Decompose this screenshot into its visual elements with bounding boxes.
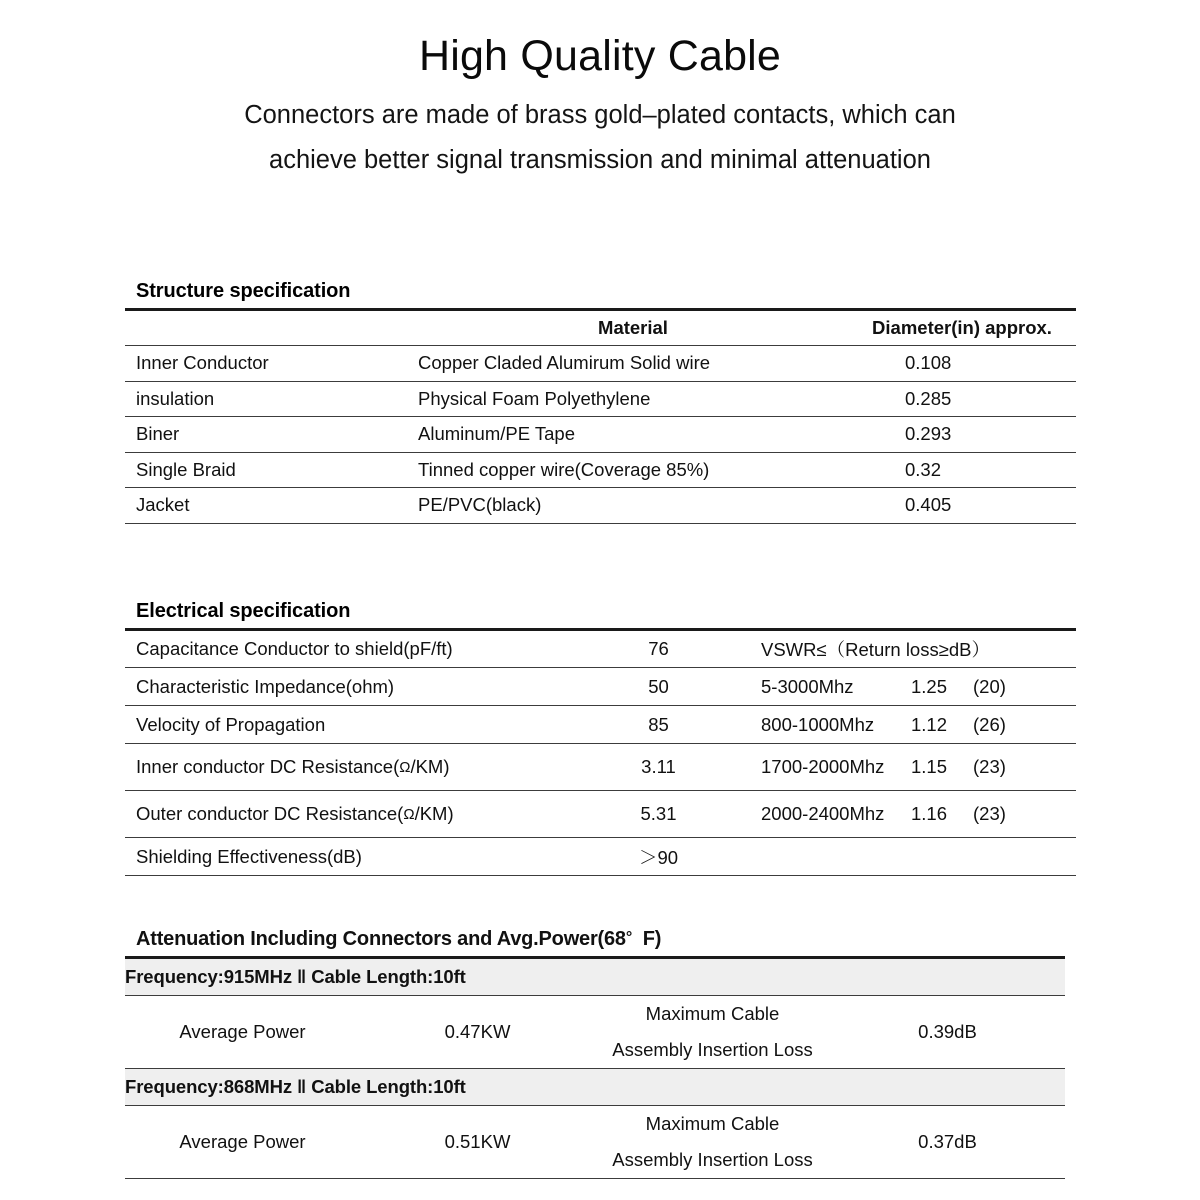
structure-diameter: 0.405 [848, 488, 1076, 524]
attenuation-band-row [125, 958, 1065, 996]
electrical-value: 50 [556, 668, 761, 706]
page-subtitle-line2: achieve better signal transmission and minimal attenuation [269, 146, 931, 175]
degree-symbol: ° [625, 929, 633, 946]
structure-col-diameter: Diameter(in) approx. [848, 310, 1076, 346]
electrical-value: ＞90 [556, 838, 761, 876]
ohm-symbol: Ω [399, 759, 411, 776]
vswr-header [761, 630, 1076, 668]
vswr-frequency: 2000-2400Mhz [761, 803, 885, 824]
page-subtitle [180, 93, 1020, 183]
table-row [125, 996, 1065, 1069]
attenuation-section-title [125, 928, 1065, 951]
structure-specification-section [125, 280, 1065, 524]
vswr-return-loss: (23) [973, 756, 1006, 777]
structure-material: Copper Claded Alumirum Solid wire [418, 346, 848, 382]
vswr-entry-empty [761, 838, 1076, 876]
structure-item: Inner Conductor [125, 346, 418, 382]
vswr-frequency: 5-3000Mhz [761, 675, 854, 697]
electrical-property [125, 791, 556, 838]
structure-item: Jacket [125, 488, 418, 524]
structure-material: Physical Foam Polyethylene [418, 381, 848, 417]
structure-item: Single Braid [125, 452, 418, 488]
vswr-ratio: 1.12 [911, 713, 948, 735]
electrical-value: 76 [556, 630, 761, 668]
table-row [125, 488, 1076, 524]
electrical-property [125, 744, 556, 791]
table-row [125, 1106, 1065, 1179]
vswr-return-loss: (23) [973, 803, 1006, 824]
insertion-loss-label-line2: Assembly Insertion Loss [612, 1149, 813, 1171]
vswr-return-loss: (26) [973, 713, 1006, 735]
vswr-ratio: 1.15 [911, 756, 948, 777]
vswr-entry [761, 706, 1076, 744]
structure-section-title: Structure specification [136, 280, 351, 302]
structure-diameter: 0.108 [848, 346, 1076, 382]
structure-col-material: Material [418, 310, 848, 346]
electrical-property-pre: Inner conductor DC Resistance( [136, 756, 400, 777]
electrical-property-pre: Outer conductor DC Resistance( [136, 803, 404, 824]
structure-item: Biner [125, 417, 418, 453]
ohm-symbol: Ω [403, 806, 415, 823]
average-power-label: Average Power [125, 1106, 360, 1179]
electrical-property: Capacitance Conductor to shield(pF/ft) [125, 630, 556, 668]
vswr-entry [761, 668, 1076, 706]
average-power-value: 0.51KW [360, 1106, 595, 1179]
attenuation-section [125, 928, 1065, 1179]
average-power-value: 0.47KW [360, 996, 595, 1069]
structure-diameter: 0.32 [848, 452, 1076, 488]
table-row [125, 381, 1076, 417]
vswr-entry [761, 791, 1076, 838]
attenuation-band-label: Frequency:915MHz ‖ Cable Length:10ft [125, 958, 1065, 996]
vswr-header-text: VSWR≤（Return loss≥dB） [761, 639, 991, 660]
table-row [125, 838, 1076, 876]
insertion-loss-value: 0.37dB [830, 1106, 1065, 1179]
vswr-frequency: 1700-2000Mhz [761, 756, 885, 777]
vswr-entry [761, 744, 1076, 791]
electrical-property-post: /KM) [410, 756, 450, 777]
insertion-loss-label-line2: Assembly Insertion Loss [612, 1039, 813, 1061]
page-header [0, 0, 1200, 183]
structure-diameter: 0.285 [848, 381, 1076, 417]
insertion-loss-label-line1: Maximum Cable [645, 1113, 780, 1135]
structure-material: Aluminum/PE Tape [418, 417, 848, 453]
vswr-frequency: 800-1000Mhz [761, 713, 875, 735]
table-row [125, 346, 1076, 382]
electrical-property: Shielding Effectiveness(dB) [125, 838, 556, 876]
table-row [125, 417, 1076, 453]
electrical-value: 5.31 [556, 791, 761, 838]
table-row [125, 452, 1076, 488]
electrical-specification-table [125, 628, 1076, 876]
structure-item: insulation [125, 381, 418, 417]
electrical-specification-section [125, 600, 1065, 876]
table-row [125, 630, 1076, 668]
attenuation-table [125, 956, 1065, 1179]
structure-material: PE/PVC(black) [418, 488, 848, 524]
electrical-section-title: Electrical specification [136, 600, 351, 622]
structure-specification-table [125, 308, 1076, 524]
attenuation-band-label: Frequency:868MHz ‖ Cable Length:10ft [125, 1069, 1065, 1106]
electrical-property: Characteristic Impedance(ohm) [125, 668, 556, 706]
table-row [125, 744, 1076, 791]
insertion-loss-label-line1: Maximum Cable [645, 1003, 780, 1024]
electrical-value: 3.11 [556, 744, 761, 791]
vswr-ratio: 1.25 [911, 675, 948, 697]
insertion-loss-label [595, 1106, 830, 1179]
insertion-loss-label [595, 996, 830, 1069]
electrical-property-post: /KM) [414, 803, 454, 824]
page-subtitle-line1: Connectors are made of brass gold–plated contacts, which can [244, 101, 956, 130]
electrical-value: 85 [556, 706, 761, 744]
table-row [125, 668, 1076, 706]
electrical-property: Velocity of Propagation [125, 706, 556, 744]
table-row [125, 791, 1076, 838]
table-header-row [125, 310, 1076, 346]
structure-diameter: 0.293 [848, 417, 1076, 453]
attenuation-title-pre: Attenuation Including Connectors and Avg.Power(68 [136, 928, 626, 950]
attenuation-band-row [125, 1069, 1065, 1106]
insertion-loss-value: 0.39dB [830, 996, 1065, 1069]
attenuation-title-post: F) [642, 928, 662, 950]
table-row [125, 706, 1076, 744]
average-power-label: Average Power [125, 996, 360, 1069]
vswr-ratio: 1.16 [911, 803, 948, 824]
vswr-return-loss: (20) [973, 675, 1006, 697]
structure-material: Tinned copper wire(Coverage 85%) [418, 452, 848, 488]
page-title: High Quality Cable [418, 32, 782, 80]
structure-col-item [125, 310, 418, 346]
